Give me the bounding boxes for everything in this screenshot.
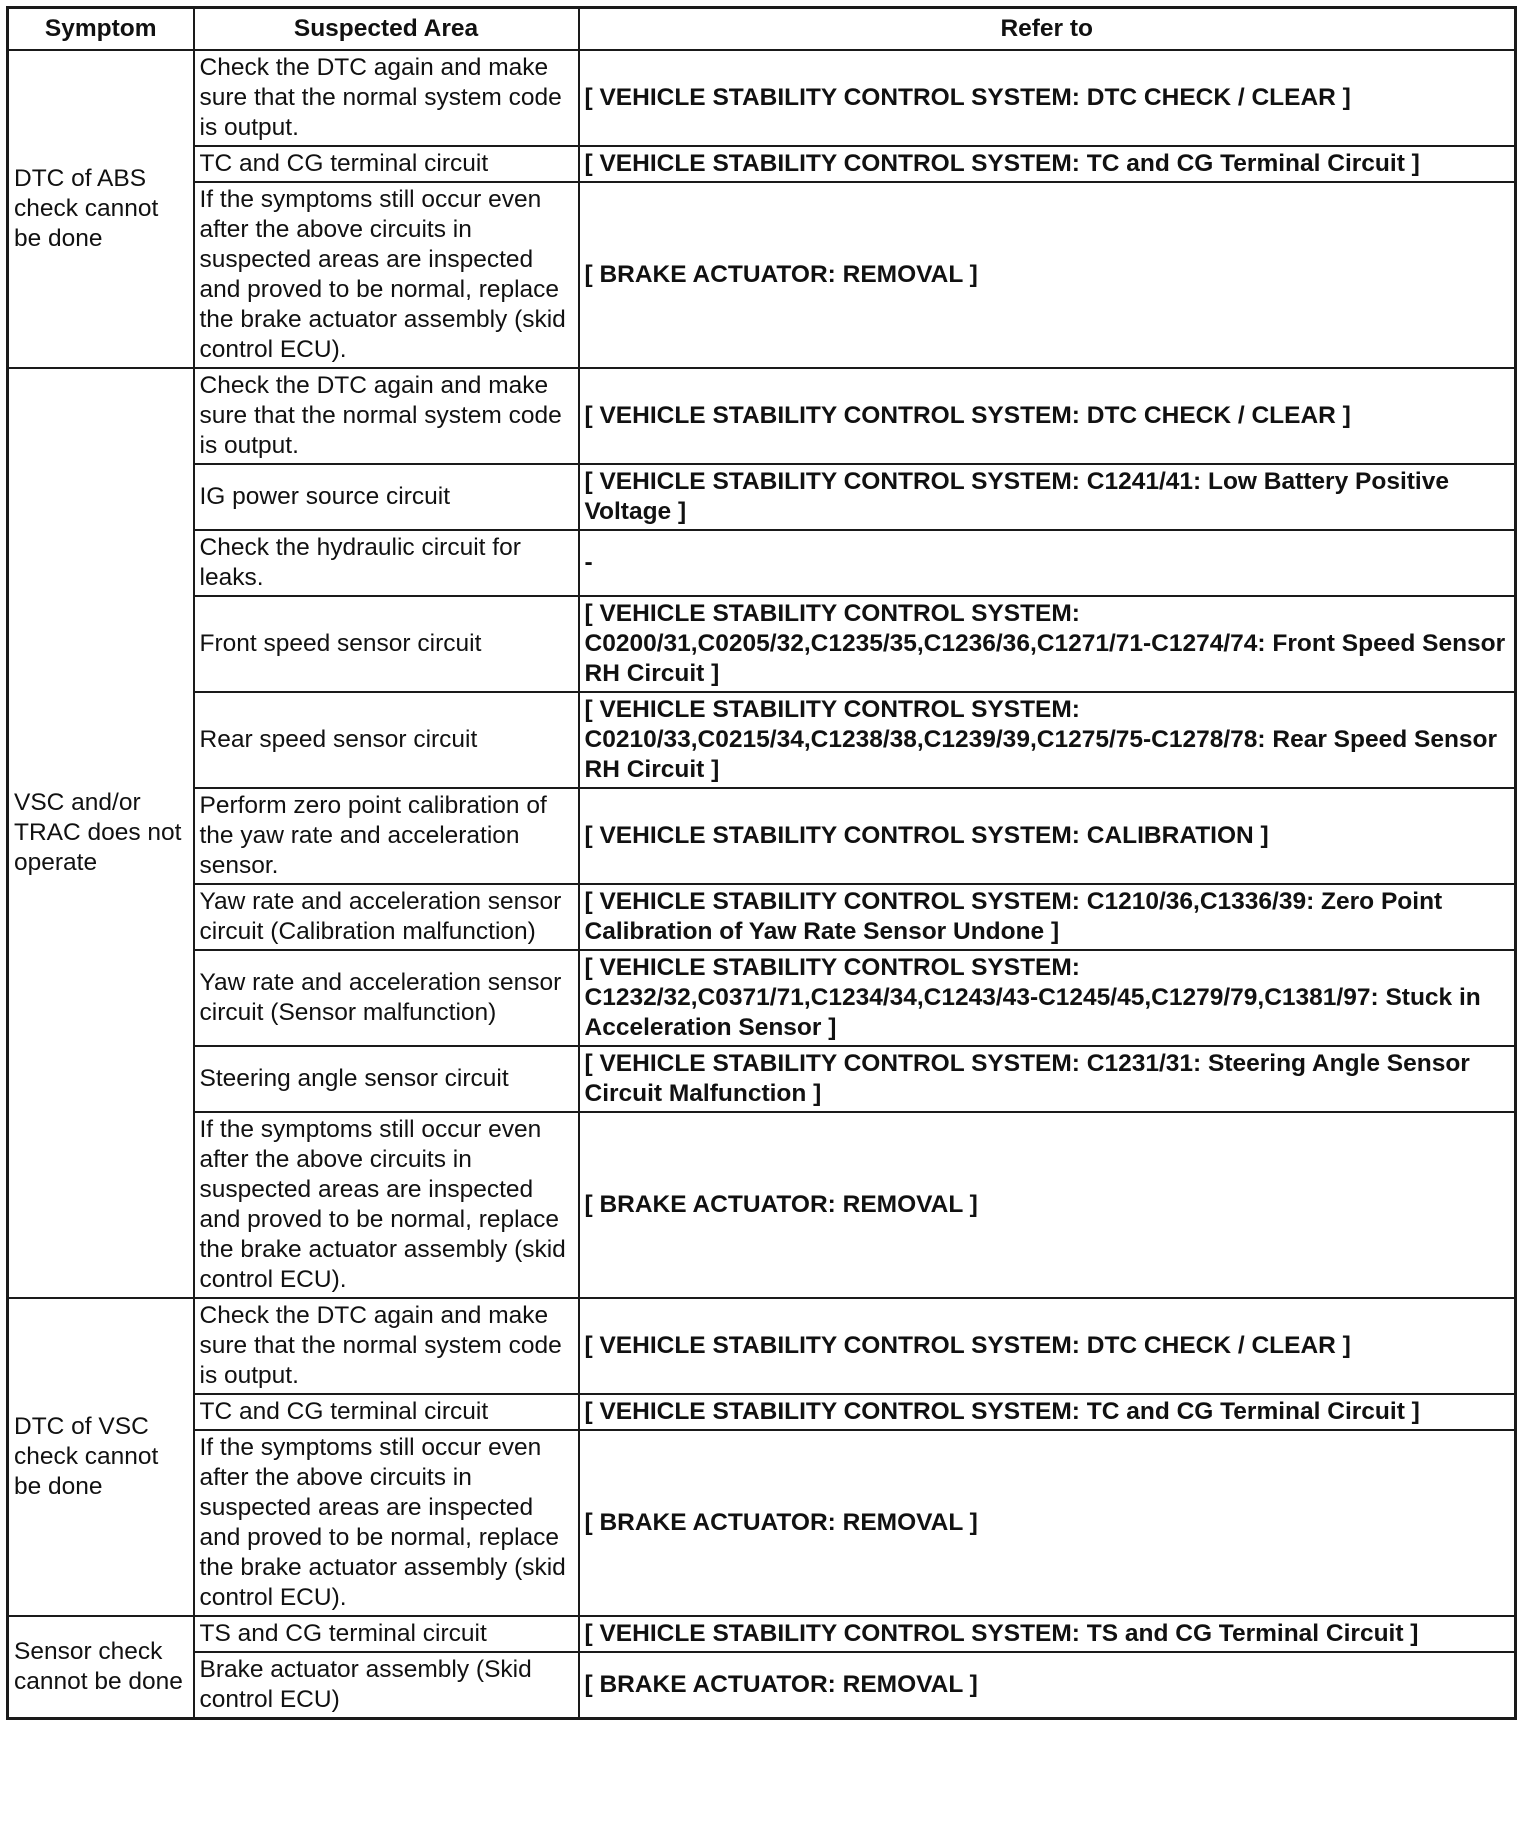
header-suspected-area: Suspected Area xyxy=(194,8,579,51)
refer-to-cell: [ BRAKE ACTUATOR: REMOVAL ] xyxy=(579,1430,1516,1616)
table-row xyxy=(8,146,1516,182)
table-row xyxy=(8,530,1516,596)
refer-to-cell: [ VEHICLE STABILITY CONTROL SYSTEM: TS and CG Terminal Circuit ] xyxy=(579,1616,1516,1652)
symptom-cell: Sensor check cannot be done xyxy=(8,1616,194,1719)
suspected-area-cell: TC and CG terminal circuit xyxy=(194,146,579,182)
table-row xyxy=(8,1430,1516,1616)
refer-to-cell: [ VEHICLE STABILITY CONTROL SYSTEM: C1241/41: Low Battery Positive Voltage ] xyxy=(579,464,1516,530)
suspected-area-cell: Check the hydraulic circuit for leaks. xyxy=(194,530,579,596)
table-row xyxy=(8,950,1516,1046)
table-body xyxy=(8,50,1516,1719)
suspected-area-cell: If the symptoms still occur even after the above circuits in suspected areas are inspected and proved to be normal, replace the brake actuator assembly (skid control ECU). xyxy=(194,1430,579,1616)
table-row xyxy=(8,1616,1516,1652)
refer-to-cell: [ VEHICLE STABILITY CONTROL SYSTEM: CALIBRATION ] xyxy=(579,788,1516,884)
suspected-area-cell: If the symptoms still occur even after the above circuits in suspected areas are inspected and proved to be normal, replace the brake actuator assembly (skid control ECU). xyxy=(194,182,579,368)
refer-to-cell: [ VEHICLE STABILITY CONTROL SYSTEM: C1231/31: Steering Angle Sensor Circuit Malfunction ] xyxy=(579,1046,1516,1112)
suspected-area-cell: Yaw rate and acceleration sensor circuit (Sensor malfunction) xyxy=(194,950,579,1046)
symptom-cell: DTC of VSC check cannot be done xyxy=(8,1298,194,1616)
suspected-area-cell: If the symptoms still occur even after the above circuits in suspected areas are inspected and proved to be normal, replace the brake actuator assembly (skid control ECU). xyxy=(194,1112,579,1298)
table-row xyxy=(8,596,1516,692)
suspected-area-cell: Front speed sensor circuit xyxy=(194,596,579,692)
suspected-area-cell: Check the DTC again and make sure that the normal system code is output. xyxy=(194,50,579,146)
table-row xyxy=(8,692,1516,788)
table-row xyxy=(8,1298,1516,1394)
suspected-area-cell: TC and CG terminal circuit xyxy=(194,1394,579,1430)
problem-symptoms-table xyxy=(6,6,1517,1720)
table-header xyxy=(8,8,1516,51)
refer-to-cell: [ VEHICLE STABILITY CONTROL SYSTEM: TC and CG Terminal Circuit ] xyxy=(579,1394,1516,1430)
header-row xyxy=(8,8,1516,51)
table-row xyxy=(8,182,1516,368)
suspected-area-cell: Perform zero point calibration of the yaw rate and acceleration sensor. xyxy=(194,788,579,884)
refer-to-cell: [ VEHICLE STABILITY CONTROL SYSTEM: C0200/31,C0205/32,C1235/35,C1236/36,C1271/71-C1274/74: Front Speed Sensor RH Circuit ] xyxy=(579,596,1516,692)
suspected-area-cell: Yaw rate and acceleration sensor circuit (Calibration malfunction) xyxy=(194,884,579,950)
suspected-area-cell: TS and CG terminal circuit xyxy=(194,1616,579,1652)
suspected-area-cell: Rear speed sensor circuit xyxy=(194,692,579,788)
table-row xyxy=(8,464,1516,530)
table-row xyxy=(8,368,1516,464)
refer-to-cell: [ VEHICLE STABILITY CONTROL SYSTEM: DTC CHECK / CLEAR ] xyxy=(579,368,1516,464)
header-refer-to: Refer to xyxy=(579,8,1516,51)
table-row xyxy=(8,788,1516,884)
refer-to-cell: [ VEHICLE STABILITY CONTROL SYSTEM: C0210/33,C0215/34,C1238/38,C1239/39,C1275/75-C1278/78: Rear Speed Sensor RH Circuit ] xyxy=(579,692,1516,788)
header-symptom: Symptom xyxy=(8,8,194,51)
table-row xyxy=(8,1112,1516,1298)
refer-to-cell: [ VEHICLE STABILITY CONTROL SYSTEM: C1210/36,C1336/39: Zero Point Calibration of Yaw Rate Sensor Undone ] xyxy=(579,884,1516,950)
table-row xyxy=(8,50,1516,146)
refer-to-cell: [ VEHICLE STABILITY CONTROL SYSTEM: DTC CHECK / CLEAR ] xyxy=(579,50,1516,146)
symptom-cell: VSC and/or TRAC does not operate xyxy=(8,368,194,1298)
table-row xyxy=(8,1394,1516,1430)
refer-to-cell: [ BRAKE ACTUATOR: REMOVAL ] xyxy=(579,182,1516,368)
table-row xyxy=(8,1652,1516,1719)
refer-to-cell: - xyxy=(579,530,1516,596)
symptom-cell: DTC of ABS check cannot be done xyxy=(8,50,194,368)
refer-to-cell: [ BRAKE ACTUATOR: REMOVAL ] xyxy=(579,1652,1516,1719)
troubleshooting-table-container xyxy=(6,6,1517,1720)
refer-to-cell: [ VEHICLE STABILITY CONTROL SYSTEM: DTC CHECK / CLEAR ] xyxy=(579,1298,1516,1394)
suspected-area-cell: Steering angle sensor circuit xyxy=(194,1046,579,1112)
table-row xyxy=(8,1046,1516,1112)
refer-to-cell: [ VEHICLE STABILITY CONTROL SYSTEM: C1232/32,C0371/71,C1234/34,C1243/43-C1245/45,C1279/79,C1381/97: Stuck in Acceleration Sensor ] xyxy=(579,950,1516,1046)
refer-to-cell: [ VEHICLE STABILITY CONTROL SYSTEM: TC and CG Terminal Circuit ] xyxy=(579,146,1516,182)
suspected-area-cell: Brake actuator assembly (Skid control ECU) xyxy=(194,1652,579,1719)
suspected-area-cell: Check the DTC again and make sure that the normal system code is output. xyxy=(194,1298,579,1394)
suspected-area-cell: IG power source circuit xyxy=(194,464,579,530)
refer-to-cell: [ BRAKE ACTUATOR: REMOVAL ] xyxy=(579,1112,1516,1298)
suspected-area-cell: Check the DTC again and make sure that the normal system code is output. xyxy=(194,368,579,464)
table-row xyxy=(8,884,1516,950)
